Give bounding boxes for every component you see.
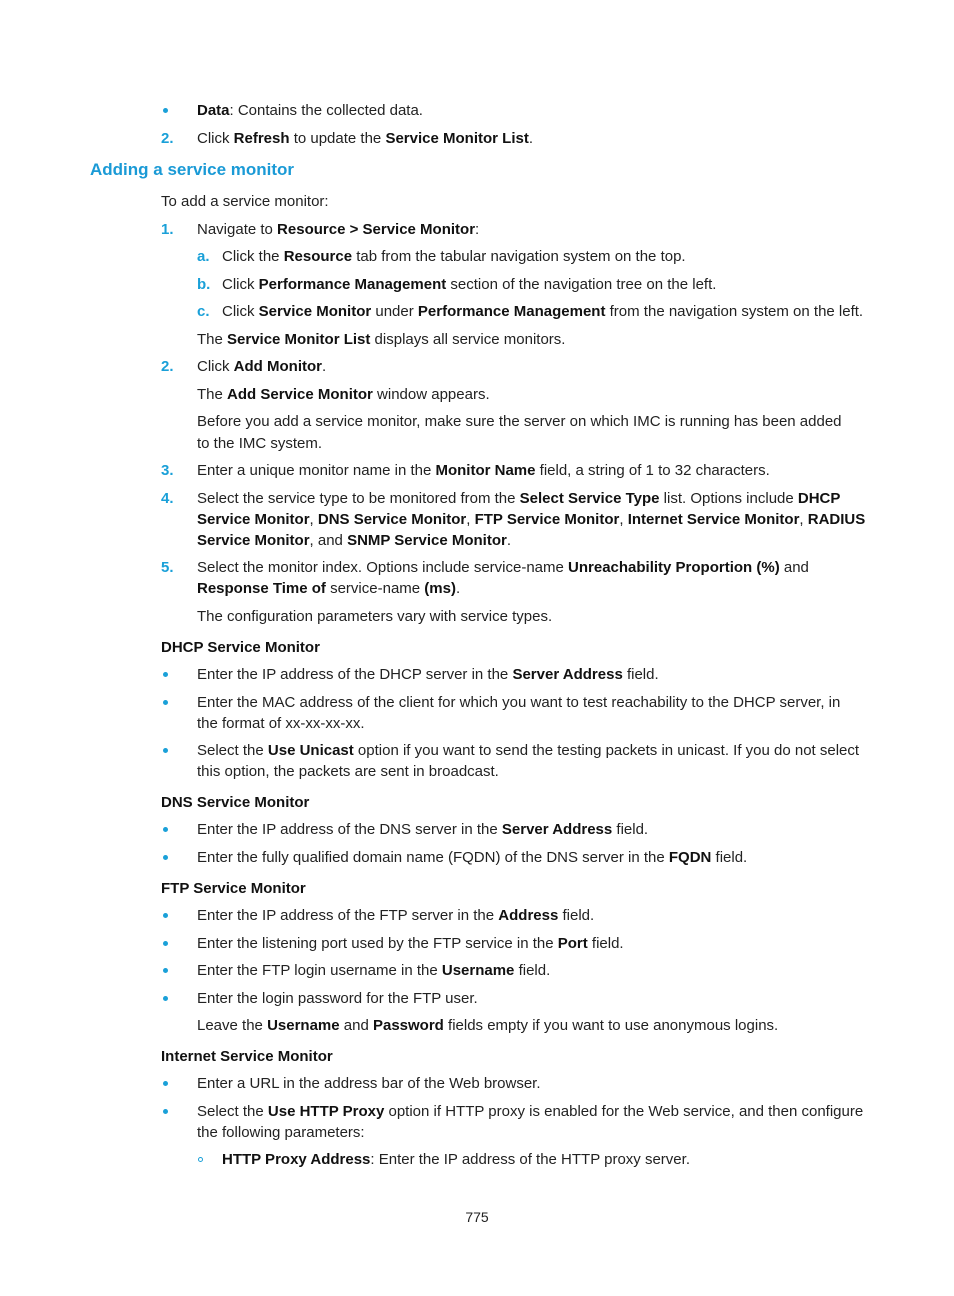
step-number: 2.: [161, 130, 174, 147]
step2-note-line: Before you add a service monitor, make sure the server on which IMC is running has been added: [197, 413, 842, 430]
sub-bullet-marker: [198, 1157, 203, 1162]
bullet-marker: [163, 108, 168, 113]
step2-text: Click Add Monitor.: [197, 358, 327, 375]
substep-letter: c.: [197, 303, 210, 320]
refresh-step-text: Click Refresh to update the Service Monitor List.: [197, 130, 533, 147]
step1-note: The Service Monitor List displays all service monitors.: [197, 331, 566, 348]
bullet-marker: [163, 855, 168, 860]
dhcp-bullet-text: Select the Use Unicast option if you want to send the testing packets in unicast. If you do not select: [197, 742, 860, 759]
ftp-bullet-text: Enter the login password for the FTP user.: [197, 990, 478, 1007]
step5-text-line: Response Time of service-name (ms).: [197, 580, 461, 597]
step1a-text: Click the Resource tab from the tabular navigation system on the top.: [222, 248, 686, 265]
internet-bullet-text: Select the Use HTTP Proxy option if HTTP proxy is enabled for the Web service, and then configure: [197, 1103, 864, 1120]
step4-text-line: Service Monitor, DNS Service Monitor, FTP Service Monitor, Internet Service Monitor, RADIUS: [197, 511, 866, 528]
step5-note: The configuration parameters vary with service types.: [197, 608, 553, 625]
substep-letter: a.: [197, 248, 210, 265]
bullet-marker: [163, 913, 168, 918]
step-number: 3.: [161, 462, 174, 479]
step2-note-line: to the IMC system.: [197, 435, 323, 452]
bullet-marker: [163, 1081, 168, 1086]
dhcp-bullet-text: this option, the packets are sent in broadcast.: [197, 763, 499, 780]
bullet-marker: [163, 996, 168, 1001]
ftp-bullet-text: Enter the IP address of the FTP server in the Address field.: [197, 907, 595, 924]
ftp-subheading: FTP Service Monitor: [161, 880, 306, 897]
bullet-marker: [163, 748, 168, 753]
step4-text-line: Select the service type to be monitored from the Select Service Type list. Options include DHCP: [197, 490, 841, 507]
dhcp-bullet-text: Enter the MAC address of the client for which you want to test reachability to the DHCP server, in: [197, 694, 841, 711]
internet-sub-bullet-text: HTTP Proxy Address: Enter the IP address of the HTTP proxy server.: [222, 1151, 690, 1168]
bullet-marker: [163, 1109, 168, 1114]
bullet-marker: [163, 941, 168, 946]
section-heading: Adding a service monitor: [90, 160, 295, 179]
step4-text-line: Service Monitor, and SNMP Service Monitor.: [197, 532, 511, 549]
ftp-bullet-text: Enter the FTP login username in the Username field.: [197, 962, 551, 979]
dhcp-bullet-text: Enter the IP address of the DHCP server in the Server Address field.: [197, 666, 659, 683]
step1c-text: Click Service Monitor under Performance Management from the navigation system on the left.: [222, 303, 864, 320]
data-bullet-text: Data: Contains the collected data.: [197, 102, 423, 119]
step5-text-line: Select the monitor index. Options include service-name Unreachability Proportion (%) and: [197, 559, 809, 576]
section-intro: To add a service monitor:: [161, 193, 329, 210]
step-number: 5.: [161, 559, 174, 576]
step2-note: The Add Service Monitor window appears.: [197, 386, 490, 403]
dhcp-bullet-text: the format of xx-xx-xx-xx.: [197, 715, 365, 732]
dhcp-subheading: DHCP Service Monitor: [161, 639, 320, 656]
dns-bullet-text: Enter the IP address of the DNS server in the Server Address field.: [197, 821, 649, 838]
step-number: 2.: [161, 358, 174, 375]
ftp-bullet-text: Enter the listening port used by the FTP service in the Port field.: [197, 935, 624, 952]
step3-text: Enter a unique monitor name in the Monitor Name field, a string of 1 to 32 characters.: [197, 462, 770, 479]
page-number: 775: [465, 1209, 489, 1225]
step1b-text: Click Performance Management section of the navigation tree on the left.: [222, 276, 717, 293]
bullet-marker: [163, 827, 168, 832]
bullet-marker: [163, 672, 168, 677]
ftp-note: Leave the Username and Password fields empty if you want to use anonymous logins.: [197, 1017, 779, 1034]
internet-bullet-text: Enter a URL in the address bar of the Web browser.: [197, 1075, 541, 1092]
step-number: 4.: [161, 490, 174, 507]
dns-bullet-text: Enter the fully qualified domain name (FQDN) of the DNS server in the FQDN field.: [197, 849, 748, 866]
internet-bullet-text: the following parameters:: [197, 1124, 365, 1141]
step-number: 1.: [161, 221, 174, 238]
bullet-marker: [163, 968, 168, 973]
substep-letter: b.: [197, 276, 211, 293]
step1-text: Navigate to Resource > Service Monitor:: [197, 221, 480, 238]
bullet-marker: [163, 700, 168, 705]
dns-subheading: DNS Service Monitor: [161, 794, 310, 811]
internet-subheading: Internet Service Monitor: [161, 1048, 333, 1065]
